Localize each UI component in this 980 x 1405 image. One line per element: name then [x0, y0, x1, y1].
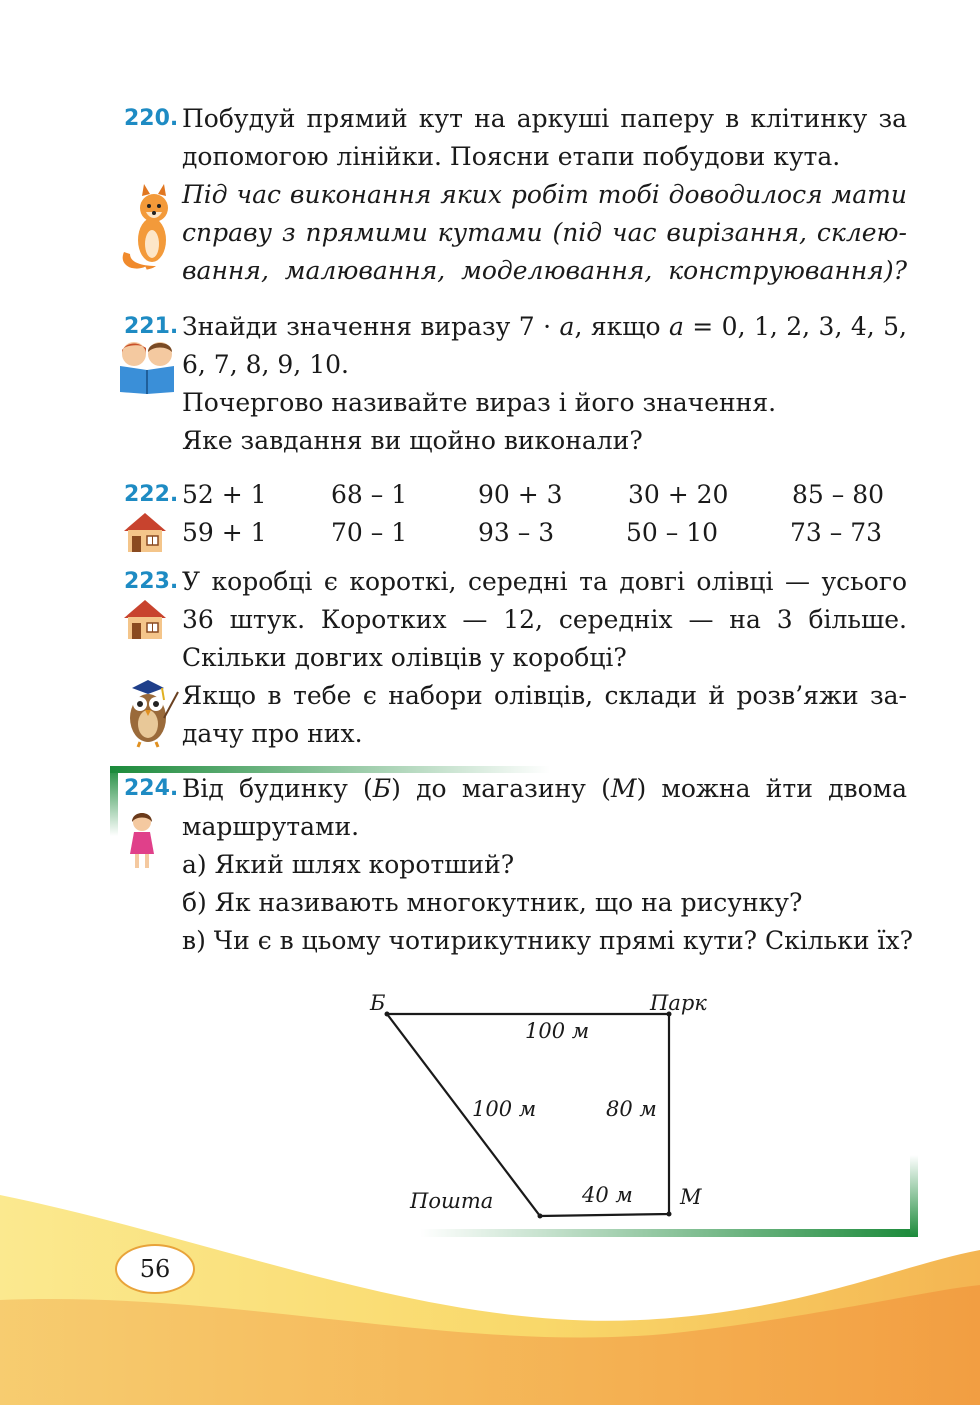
distance-post-m: 40 м	[582, 1183, 633, 1207]
task-221-line-3: Почергово називайте вираз і його значення.	[182, 388, 777, 417]
task-220-italic-line-1: Під час виконання яких робіт тобі доводилося мати	[182, 180, 907, 209]
kids-reading-icon	[116, 340, 178, 394]
house-icon	[122, 511, 168, 553]
task-224-question-a: а) Який шлях коротший?	[182, 850, 515, 879]
expression: 73 – 73	[790, 518, 883, 547]
expression: 90 + 3	[478, 480, 563, 509]
task-224-line-2: маршрутами.	[182, 812, 360, 841]
expression: 50 – 10	[626, 518, 719, 547]
expression: 70 – 1	[331, 518, 408, 547]
section-bracket-right	[910, 1155, 918, 1237]
task-220-italic-line-2: справу з прямими кутами (під час вирізання, склею-	[182, 218, 907, 247]
point-m	[667, 1212, 672, 1217]
expression: 30 + 20	[628, 480, 729, 509]
expression: 85 – 80	[792, 480, 885, 509]
owl-teacher-icon	[118, 678, 180, 748]
distance-b-post: 100 м	[472, 1097, 537, 1121]
task-220-line-2: допомогою лінійки. Поясни етапи побудови кута.	[182, 142, 841, 171]
label-park: Парк	[650, 991, 707, 1015]
task-220-italic-line-3: вання, малювання, моделювання, конструювання)?	[182, 256, 907, 285]
girl-icon	[126, 810, 160, 870]
task-223-line-5: дачу про них.	[182, 719, 363, 748]
task-224-question-b: б) Як називають многокутник, що на рисунку?	[182, 888, 803, 917]
distance-park-m: 80 м	[606, 1097, 657, 1121]
label-m: М	[680, 1185, 702, 1209]
fox-icon	[116, 182, 178, 274]
page-number: 56	[115, 1244, 195, 1294]
task-number-222: 222.	[124, 482, 179, 507]
task-223-line-2: 36 штук. Коротких — 12, середніх — на 3 більше.	[182, 605, 907, 634]
expression: 59 + 1	[182, 518, 267, 547]
task-224-line-1: Від будинку (Б) до магазину (М) можна йти двома	[182, 774, 907, 803]
task-221-line-1: Знайди значення виразу 7 · a, якщо a = 0, 1, 2, 3, 4, 5,	[182, 312, 907, 341]
label-post: Пошта	[410, 1189, 494, 1213]
section-bracket-left	[110, 766, 118, 836]
expression: 68 – 1	[331, 480, 408, 509]
task-221-line-2: 6, 7, 8, 9, 10.	[182, 350, 349, 379]
task-223-line-4: Якщо в тебе є набори олівців, склади й розв’яжи за-	[182, 681, 907, 710]
expression: 93 – 3	[478, 518, 555, 547]
task-224-question-c: в) Чи є в цьому чотирикутнику прямі кути? Скільки їх?	[182, 926, 914, 955]
point-post	[538, 1214, 543, 1219]
distance-b-park: 100 м	[525, 1019, 590, 1043]
task-223-line-3: Скільки довгих олівців у коробці?	[182, 643, 627, 672]
task-number-223: 223.	[124, 569, 179, 594]
label-b: Б	[370, 991, 386, 1015]
task-221-line-4: Яке завдання ви щойно виконали?	[182, 426, 643, 455]
route-diagram	[340, 980, 760, 1230]
expression: 52 + 1	[182, 480, 267, 509]
task-number-221: 221.	[124, 314, 179, 339]
task-223-line-1: У коробці є короткі, середні та довгі олівці — усього	[182, 567, 907, 596]
task-number-220: 220.	[124, 106, 179, 131]
section-bracket-bottom	[420, 1229, 918, 1237]
house-icon	[122, 598, 168, 640]
task-220-line-1: Побудуй прямий кут на аркуші паперу в клітинку за	[182, 104, 907, 133]
task-number-224: 224.	[124, 776, 179, 801]
